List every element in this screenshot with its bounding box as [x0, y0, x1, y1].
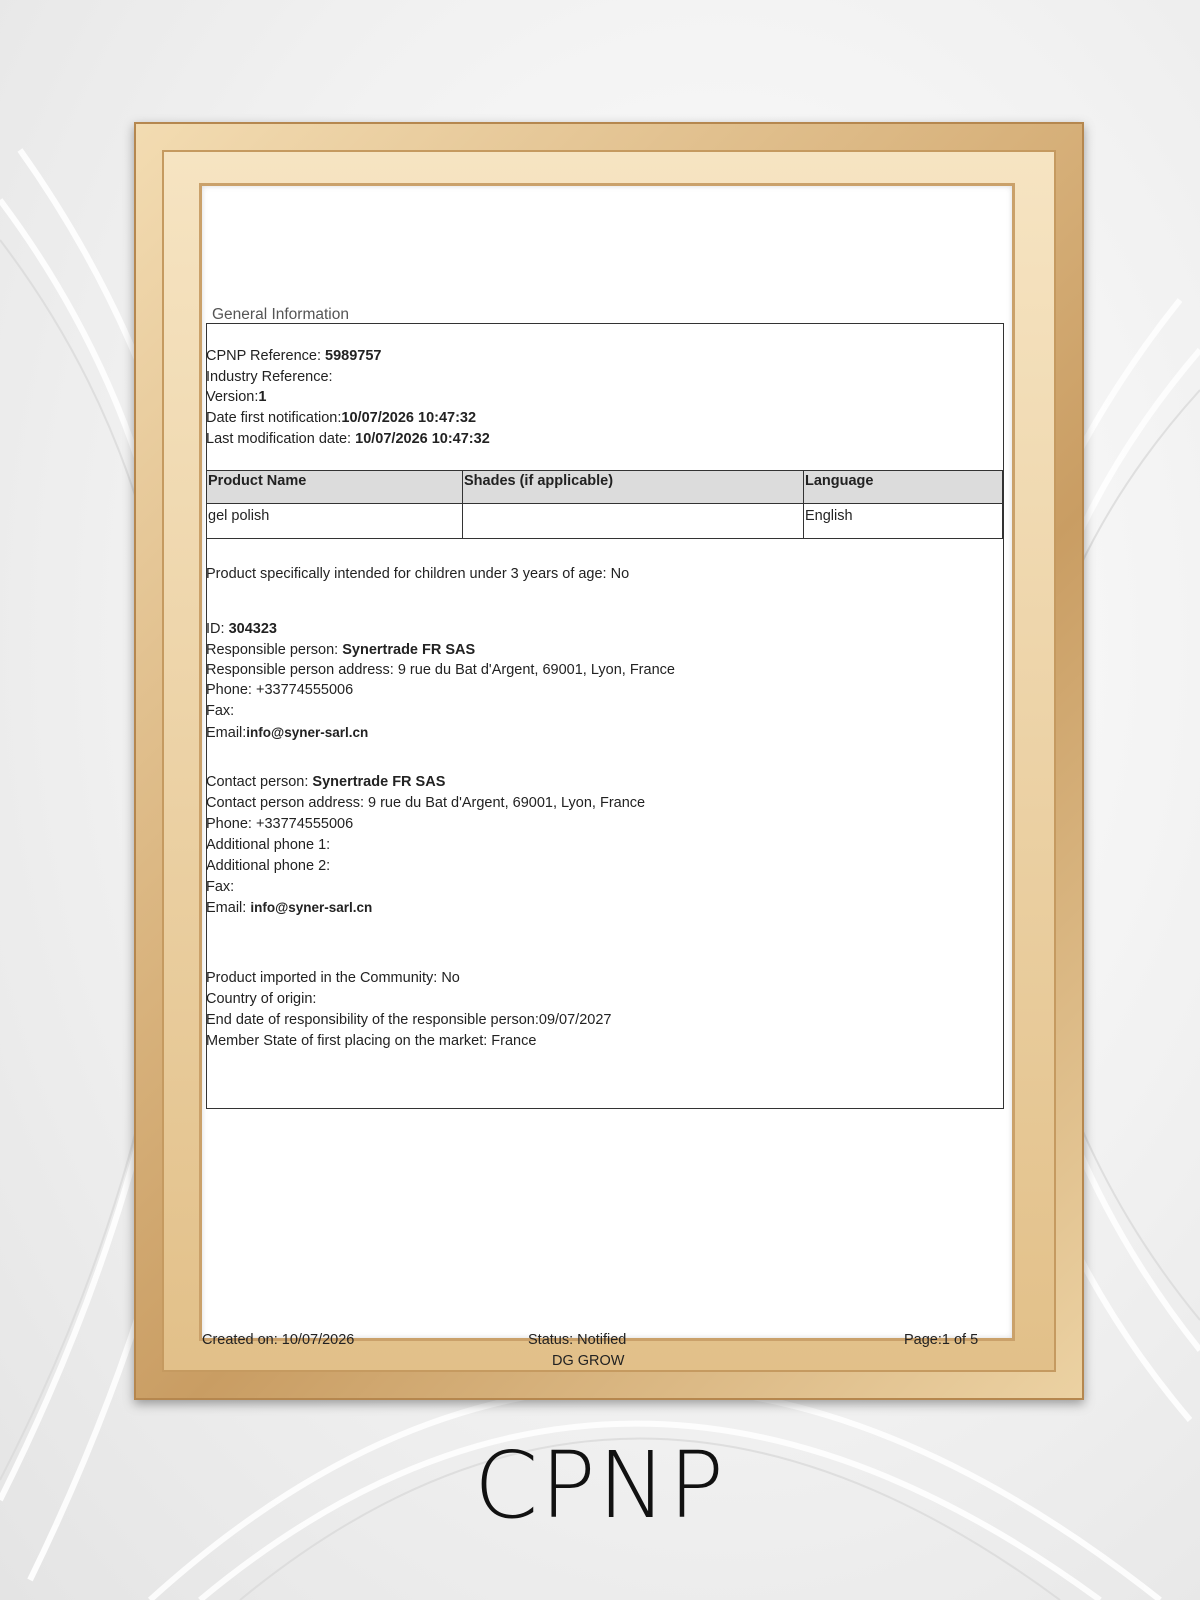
cell-shades [463, 504, 804, 539]
picture-frame [134, 122, 1084, 1400]
end-date-line: End date of responsibility of the responsible person:09/07/2027 [206, 1012, 612, 1028]
country-origin: Country of origin: [206, 991, 317, 1007]
cpnp-document [202, 186, 1012, 1369]
responsible-email: Email:info@syner-sarl.cn [206, 725, 369, 741]
table-row [207, 504, 1003, 539]
contact-fax: Fax: [206, 879, 235, 895]
contact-person: Contact person: Synertrade FR SAS [206, 774, 446, 790]
contact-phone: Phone: +33774555006 [206, 816, 354, 832]
date-first-notification: Date first notification:10/07/2026 10:47:32 [206, 410, 477, 426]
col-language: Language [804, 471, 1003, 504]
footer-page: Page:1 of 5 [904, 1332, 979, 1348]
cpnp-reference: CPNP Reference: 5989757 [206, 348, 382, 364]
children-line: Product specifically intended for children under 3 years of age: No [206, 566, 630, 582]
footer-dg: DG GROW [552, 1353, 625, 1369]
contact-email: Email: info@syner-sarl.cn [206, 900, 373, 916]
cell-language: English [804, 504, 1003, 539]
responsible-address: Responsible person address: 9 rue du Bat d'Argent, 69001, Lyon, France [206, 662, 675, 678]
additional-phone-1: Additional phone 1: [206, 837, 331, 853]
footer-created: Created on: 10/07/2026 [202, 1332, 355, 1348]
responsible-fax: Fax: [206, 703, 235, 719]
col-shades: Shades (if applicable) [463, 471, 804, 504]
version: Version:1 [206, 389, 267, 405]
id-line: ID: 304323 [206, 621, 277, 637]
member-state-line: Member State of first placing on the market: France [206, 1033, 537, 1049]
responsible-person: Responsible person: Synertrade FR SAS [206, 642, 476, 658]
caption-title: CPNP [473, 1432, 726, 1539]
imported-line: Product imported in the Community: No [206, 970, 460, 986]
section-title: General Information [212, 306, 349, 323]
industry-reference: Industry Reference: [206, 369, 333, 385]
responsible-phone: Phone: +33774555006 [206, 682, 354, 698]
product-table [206, 470, 1003, 539]
last-modification-date: Last modification date: 10/07/2026 10:47:32 [206, 431, 490, 447]
certificate-paper [202, 186, 1012, 1369]
col-product-name: Product Name [207, 471, 463, 504]
table-header-row [207, 471, 1003, 504]
additional-phone-2: Additional phone 2: [206, 858, 331, 874]
cell-product-name: gel polish [207, 504, 463, 539]
contact-address: Contact person address: 9 rue du Bat d'Argent, 69001, Lyon, France [206, 795, 646, 811]
footer-status: Status: Notified [528, 1332, 627, 1348]
